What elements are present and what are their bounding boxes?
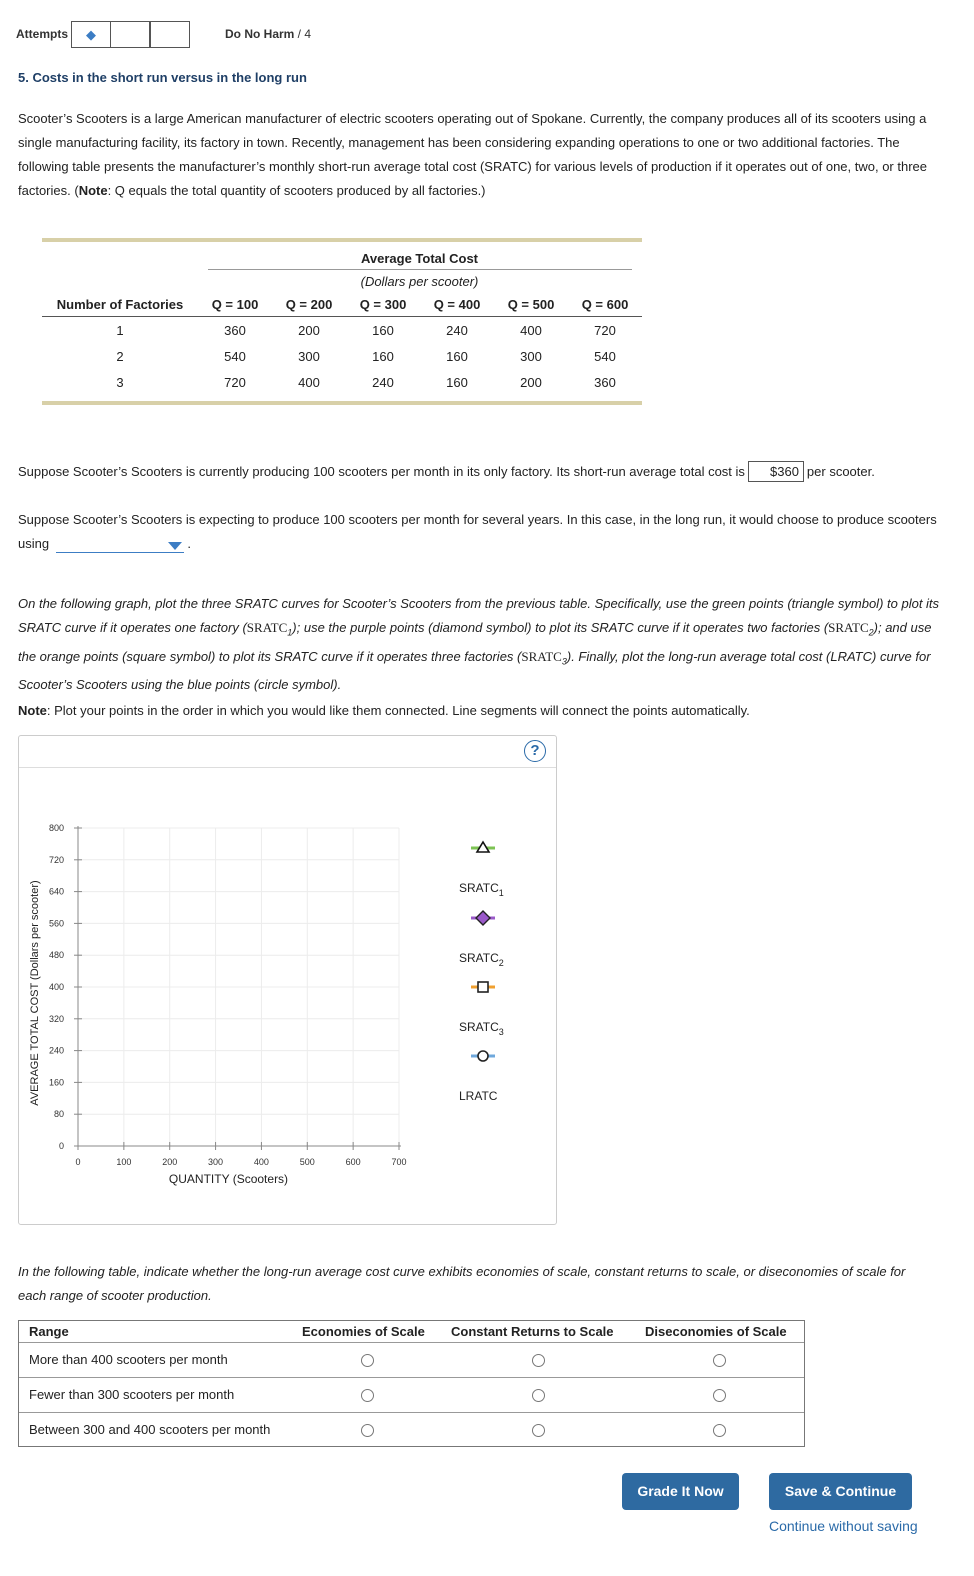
column-header: Q = 200 [285,297,333,312]
cost-cell: 400 [298,375,320,390]
column-header: Q = 300 [359,297,407,312]
graph-panel[interactable] [18,735,557,1225]
cost-cell: 160 [446,349,468,364]
continue-without-saving-link[interactable]: Continue without saving [769,1518,918,1534]
y-tick-label: 640 [48,886,64,897]
factories-cell: 1 [116,323,124,338]
cost-cell: 540 [224,349,246,364]
x-tick-label: 700 [391,1157,407,1167]
cost-cell: 200 [520,375,542,390]
cost-cell: 540 [594,349,616,364]
factories-cell: 3 [116,375,124,390]
q1-sentence: Suppose Scooter’s Scooters is currently producing 100 scooters per month in its only factory. Its short-run average total cost is $360 per scooter. [18,460,958,484]
x-axis-label: QUANTITY (Scooters) [168,1172,289,1186]
x-tick-label: 200 [162,1157,178,1167]
range-label: Between 300 and 400 scooters per month [29,1422,271,1437]
scale-instructions: In the following table, indicate whether the long-run average cost curve exhibits economies of scale, constant returns to scale, or diseconomies of scale for each range of scooter production. [18,1264,906,1303]
attempt-diamond-icon: ◆ [86,27,96,42]
constant-returns-radio[interactable] [532,1424,545,1437]
save-continue-button[interactable]: Save & Continue [769,1473,912,1510]
column-header: Q = 500 [507,297,555,312]
x-tick-label: 300 [208,1157,224,1167]
constant-returns-radio[interactable] [532,1389,545,1402]
economies-radio[interactable] [361,1354,374,1367]
y-tick-label: 320 [48,1013,64,1024]
cost-cell: 300 [298,349,320,364]
table-top-border [42,238,642,242]
diseconomies-radio[interactable] [713,1354,726,1367]
column-header: Q = 400 [433,297,481,312]
column-header: Q = 600 [581,297,629,312]
diamond-marker-icon [476,911,490,925]
dropdown-arrow-icon[interactable] [168,542,182,550]
cost-cell: 160 [372,323,394,338]
y-tick-label: 560 [48,918,64,929]
factories-cell: 2 [116,349,124,364]
legend-subscript: 2 [498,958,504,968]
diseconomies-radio[interactable] [713,1389,726,1402]
x-tick-label: 100 [116,1157,132,1167]
attempt-box [150,21,190,48]
cost-cell: 240 [372,375,394,390]
column-header: Q = 100 [211,297,259,312]
cost-cell: 200 [298,323,320,338]
attempt-box [110,21,150,48]
x-tick-label: 600 [345,1157,361,1167]
table-bottom-border [42,401,642,405]
x-tick-label: 500 [299,1157,315,1167]
cost-cell: 720 [224,375,246,390]
q2-sentence: Suppose Scooter’s Scooters is expecting to produce 100 scooters per month for several years. In this case, in the long run, it would choose to produce scooters using . [18,512,937,551]
economies-radio[interactable] [361,1424,374,1437]
x-tick-label: 400 [253,1157,269,1167]
y-tick-label: 160 [48,1077,64,1088]
intro-paragraph: Scooter’s Scooters is a large American manufacturer of electric scooters operating out of Spokane. Currently, the company produces all of its scooters using a single manufacturing facility, its factory in town. Recently, management has been considering expanding operations to one or two additional factories. The following table presents the manufacturer’s monthly short-run average total cost (SRATC) for various levels of production if it operates out of one, two, or three factories. (Note: Q equals the total quantity of scooters produced by all factories.) [18,111,928,198]
diseconomies-header: Diseconomies of Scale [645,1324,787,1339]
factories-dropdown[interactable] [56,537,184,553]
group-subheader: (Dollars per scooter) [360,274,479,289]
attempt-box-current [71,21,111,48]
y-tick-label: 400 [48,982,64,992]
question-title: 5. Costs in the short run versus in the long run [18,70,307,85]
square-marker-icon [478,982,488,992]
group-header: Average Total Cost [360,251,479,266]
cost-cell: 400 [520,323,542,338]
help-icon[interactable]: ? [524,740,546,762]
legend-subscript: 1 [498,888,504,898]
assignment-title: Do No Harm / 4 [225,27,312,41]
circle-marker-icon [478,1051,488,1061]
range-label: More than 400 scooters per month [29,1352,228,1367]
y-tick-label: 240 [48,1045,64,1056]
legend-label: LRATC [459,1089,498,1103]
y-tick-label: 800 [48,823,64,833]
cost-graph[interactable] [19,736,556,1224]
constant-returns-radio[interactable] [532,1354,545,1367]
y-tick-label: 720 [48,854,64,865]
range-label: Fewer than 300 scooters per month [29,1387,235,1402]
economies-radio[interactable] [361,1389,374,1402]
constant-returns-header: Constant Returns to Scale [451,1324,614,1339]
legend-label: $SRATC_2$ [459,951,504,968]
cost-cell: 360 [224,323,246,338]
sratc-answer-input[interactable]: $360 [748,461,804,482]
graph-instructions: On the following graph, plot the three SRATC curves for Scooter’s Scooters from the previous table. Specifically, use the green points (triangle symbol) to plot its SRATC curve if it operates one factory $(SRATC_1)$; use the purple points (diamond symbol) to plot its SRATC curve if it operates two factories $(SRATC_2)$; and use the orange points (square symbol) to plot its SRATC curve if it operates three factories $(SRATC_3)$. Finally, plot the long-run average total cost (LRATC) curve for Scooter’s Scooters using the blue points (circle symbol). [18,596,940,693]
y-tick-label: 0 [58,1141,64,1151]
cost-table [42,238,642,406]
range-header: Range [29,1324,69,1339]
attempts-label: Attempts [16,27,69,41]
diseconomies-radio[interactable] [713,1424,726,1437]
cost-cell: 240 [446,323,468,338]
legend-subscript: 3 [498,1027,504,1037]
cost-cell: 300 [520,349,542,364]
economies-header: Economies of Scale [302,1324,425,1339]
x-tick-label: 0 [75,1157,81,1167]
row-header: Number of Factories [56,297,184,312]
y-tick-label: 480 [48,950,64,961]
y-tick-label: 80 [53,1109,64,1120]
cost-cell: 160 [446,375,468,390]
cost-cell: 160 [372,349,394,364]
scale-table [18,1320,805,1447]
y-axis-label: AVERAGE TOTAL COST (Dollars per scooter) [29,880,41,1106]
grade-it-now-button[interactable]: Grade It Now [622,1473,739,1510]
cost-cell: 360 [594,375,616,390]
legend-label: $SRATC_3$ [459,1020,504,1037]
legend-label: $SRATC_1$ [459,881,504,898]
cost-cell: 720 [594,323,616,338]
note-text: Note: Plot your points in the order in which you would like them connected. Line segments will connect the points automatically. [18,703,750,718]
